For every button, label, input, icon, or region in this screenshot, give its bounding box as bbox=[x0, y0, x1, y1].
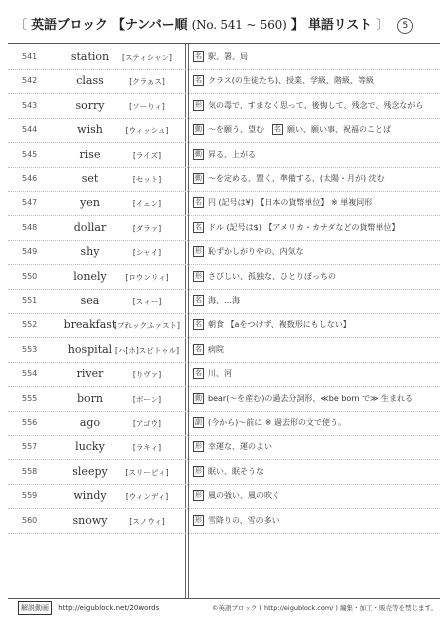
entry-meaning bbox=[193, 441, 272, 452]
table-row bbox=[0, 192, 447, 216]
meaning-text: 病院 bbox=[208, 344, 224, 354]
entry-word: hospital bbox=[67, 342, 113, 356]
part-of-speech-badge: 形 bbox=[195, 515, 202, 524]
entry-number: 553 bbox=[22, 344, 38, 354]
meaning-text: 気の毒で、すまなく思って、後悔して、残念で、残念ながら bbox=[208, 100, 424, 110]
part-of-speech-badge: 形 bbox=[195, 100, 202, 109]
meaning-text: 幸運な、運のよい bbox=[208, 442, 272, 452]
part-of-speech-badge: 名 bbox=[195, 344, 202, 353]
entry-word: class bbox=[76, 74, 104, 88]
entry-pronunciation: [ロウンリィ] bbox=[125, 272, 169, 282]
meaning-text: 願い、願い事、祝福のことば bbox=[287, 125, 391, 135]
entry-number: 558 bbox=[22, 466, 38, 476]
page-title bbox=[14, 14, 434, 36]
title-series: 【ナンバー順 bbox=[112, 18, 188, 33]
table-row bbox=[0, 168, 447, 192]
part-of-speech-badge: 名 bbox=[195, 320, 202, 329]
entry-meaning bbox=[193, 75, 374, 86]
entry-pronunciation: [スリーピィ] bbox=[125, 467, 169, 477]
table-row bbox=[0, 412, 447, 436]
footer-url[interactable]: http://eigublock.net/20words bbox=[58, 604, 160, 612]
entry-number: 542 bbox=[22, 76, 38, 86]
part-of-speech-badge: 副 bbox=[195, 418, 202, 426]
entry-meaning bbox=[193, 222, 399, 233]
entry-pronunciation: [ウィンディ] bbox=[125, 492, 169, 502]
entry-meaning bbox=[193, 417, 346, 428]
title-list: 単語リスト bbox=[308, 18, 372, 33]
entry-pronunciation: [スノウィ] bbox=[129, 516, 165, 526]
entry-pronunciation: [ライズ] bbox=[132, 150, 162, 160]
table-row bbox=[0, 46, 447, 70]
entry-number: 548 bbox=[22, 222, 38, 232]
entry-word: river bbox=[76, 367, 104, 381]
table-row bbox=[0, 339, 447, 363]
meaning-text: ～を定める、置く、準備する、(太陽・月が) 沈む bbox=[208, 174, 385, 183]
table-row bbox=[0, 217, 447, 241]
entry-meaning bbox=[193, 100, 423, 111]
part-of-speech-badge: 名 bbox=[195, 296, 202, 304]
entry-word: windy bbox=[73, 489, 107, 503]
entry-number: 555 bbox=[22, 393, 38, 403]
entry-number: 551 bbox=[22, 296, 38, 305]
entry-number: 547 bbox=[22, 198, 38, 208]
entry-meaning bbox=[193, 173, 385, 184]
part-of-speech-badge: 形 bbox=[195, 247, 202, 256]
entry-number: 556 bbox=[22, 418, 38, 427]
entry-meaning bbox=[193, 124, 391, 135]
table-row bbox=[0, 266, 447, 290]
entry-number: 541 bbox=[22, 52, 38, 61]
top-rule bbox=[8, 43, 440, 44]
entry-word: station bbox=[70, 50, 110, 63]
entry-word: born bbox=[76, 391, 103, 405]
entry-word: breakfast bbox=[63, 318, 117, 332]
entry-word: snowy bbox=[72, 513, 108, 527]
table-row bbox=[0, 388, 447, 412]
part-of-speech-badge: 形 bbox=[195, 466, 202, 475]
entry-pronunciation: [ボーン] bbox=[132, 394, 162, 404]
entry-number: 552 bbox=[22, 320, 38, 330]
table-row bbox=[0, 70, 447, 94]
entry-meaning bbox=[193, 490, 280, 501]
entry-meaning bbox=[193, 368, 232, 379]
part-of-speech-badge: 名 bbox=[195, 369, 202, 378]
table-row bbox=[0, 461, 447, 485]
part-of-speech-badge: 形 bbox=[195, 271, 202, 280]
entry-pronunciation: [ダラァ] bbox=[132, 223, 162, 233]
table-row bbox=[0, 95, 447, 119]
table-row bbox=[0, 436, 447, 460]
title-brand: 英語ブロック bbox=[31, 18, 108, 33]
table-row bbox=[0, 119, 447, 143]
entry-pronunciation: [アゴウ] bbox=[133, 419, 161, 428]
entry-word: sorry bbox=[75, 98, 105, 112]
meaning-text: ドル (記号は$) 【アメリカ・カナダなどの貨幣単位】 bbox=[208, 222, 400, 232]
meaning-text: 朝食 【aをつけず、複数形にもしない】 bbox=[208, 320, 351, 330]
entry-word: set bbox=[81, 172, 99, 185]
meaning-text: 恥ずかしがりやの、内気な bbox=[208, 247, 304, 257]
table-row bbox=[0, 363, 447, 387]
entry-meaning bbox=[193, 344, 224, 355]
entry-number: 557 bbox=[22, 442, 38, 452]
row-separator bbox=[8, 533, 440, 534]
part-of-speech-badge: 名 bbox=[195, 198, 202, 207]
part-of-speech-badge: 動 bbox=[195, 125, 202, 134]
table-row bbox=[0, 485, 447, 509]
entry-word: lucky bbox=[75, 440, 105, 454]
meaning-text: クラス(の生徒たち)、授業、学級、階級、等級 bbox=[208, 76, 375, 86]
title-range: (No. 541 ~ 560) bbox=[191, 18, 287, 32]
entry-meaning bbox=[193, 51, 248, 62]
entry-number: 554 bbox=[22, 369, 38, 379]
meaning-text: さびしい、孤独な、ひとりぼっちの bbox=[208, 271, 336, 281]
meaning-text: 駅、署、局 bbox=[208, 52, 248, 61]
table-row bbox=[0, 144, 447, 168]
entry-word: rise bbox=[79, 147, 101, 161]
entry-meaning bbox=[193, 197, 372, 208]
entry-meaning bbox=[193, 466, 264, 477]
entry-meaning bbox=[193, 149, 256, 160]
entry-pronunciation: [スティシャン] bbox=[122, 53, 172, 62]
entry-pronunciation: [シャイ] bbox=[132, 248, 162, 258]
entry-pronunciation: [クラぁス] bbox=[129, 77, 165, 87]
entry-word: dollar bbox=[73, 220, 107, 234]
meaning-text: 海、…海 bbox=[208, 296, 240, 305]
entry-pronunciation: [ラキィ] bbox=[132, 443, 162, 453]
title-open-bracket: 〔 bbox=[14, 18, 27, 33]
meaning-text: 雪降りの、雪の多い bbox=[208, 515, 280, 525]
part-of-speech-badge: 名 bbox=[195, 52, 202, 60]
entry-pronunciation: [りヴァ] bbox=[132, 370, 162, 380]
meaning-text: 円 (記号は¥) 【日本の貨幣単位】 ※ 単複同形 bbox=[208, 198, 373, 208]
entry-word: shy bbox=[80, 245, 100, 259]
entry-number: 560 bbox=[22, 515, 38, 525]
entry-meaning bbox=[193, 515, 280, 526]
part-of-speech-badge: 形 bbox=[195, 442, 202, 451]
part-of-speech-badge: 動 bbox=[195, 393, 202, 402]
part-of-speech-badge: 動 bbox=[195, 149, 202, 158]
entry-pronunciation: [スィー] bbox=[132, 297, 162, 306]
part-of-speech-badge: 形 bbox=[195, 491, 202, 500]
table-row bbox=[0, 290, 447, 314]
copyright-notice: ©英語ブロック ( http://eigublock.com/ ) 編集・加工・販売等を禁じます。 bbox=[211, 604, 437, 612]
entry-pronunciation: [ハ[ホ]スピトゥル] bbox=[114, 345, 180, 355]
entry-number: 549 bbox=[22, 247, 38, 257]
title-series-close: 】 bbox=[290, 18, 304, 33]
entry-number: 559 bbox=[22, 491, 38, 501]
table-row bbox=[0, 314, 447, 338]
entry-pronunciation: [ソーりィ] bbox=[129, 101, 165, 111]
entry-word: sleepy bbox=[72, 464, 108, 478]
entry-meaning bbox=[193, 295, 240, 306]
entry-word: sea bbox=[80, 294, 100, 307]
page-number-badge: 5 bbox=[397, 18, 413, 34]
footer-link[interactable] bbox=[18, 601, 159, 615]
entry-number: 550 bbox=[22, 271, 38, 281]
entry-pronunciation: [セット] bbox=[132, 175, 162, 184]
meaning-text: 川、河 bbox=[208, 369, 232, 379]
video-badge: 解説動画 bbox=[18, 601, 52, 615]
entry-word: yen bbox=[80, 196, 100, 210]
bottom-rule bbox=[8, 598, 440, 599]
table-row bbox=[0, 241, 447, 265]
meaning-text: ～を願う、望む bbox=[208, 125, 264, 135]
entry-word: wish bbox=[77, 123, 103, 137]
meaning-text: bear(～を産む)の過去分詞形、≪be born で≫ 生まれる bbox=[208, 393, 414, 403]
title-close-bracket: 〕 bbox=[376, 18, 389, 33]
entry-word: ago bbox=[79, 416, 101, 429]
entry-pronunciation: [ウィッシュ] bbox=[125, 126, 169, 136]
meaning-text: (今から)～前に ※ 過去形の文で使う。 bbox=[208, 418, 347, 427]
entry-meaning bbox=[193, 319, 351, 330]
meaning-text: 風の強い、風の吹く bbox=[208, 491, 280, 501]
part-of-speech-badge: 動 bbox=[195, 174, 202, 182]
meaning-text: 昇る、上がる bbox=[208, 149, 256, 159]
entry-number: 544 bbox=[22, 125, 38, 135]
meaning-text: 眠い、眠そうな bbox=[208, 466, 264, 476]
entry-number: 543 bbox=[22, 100, 38, 110]
table-row bbox=[0, 510, 447, 534]
part-of-speech-badge: 名 bbox=[195, 76, 202, 85]
entry-number: 545 bbox=[22, 149, 38, 159]
entry-meaning bbox=[193, 246, 304, 257]
part-of-speech-badge: 名 bbox=[195, 222, 202, 231]
entry-number: 546 bbox=[22, 174, 38, 183]
entry-pronunciation: [イェン] bbox=[132, 199, 162, 209]
entry-word: lonely bbox=[73, 269, 107, 283]
entry-meaning bbox=[193, 271, 336, 282]
part-of-speech-badge: 名 bbox=[274, 125, 281, 134]
entry-pronunciation: [ブれックふァスト] bbox=[114, 321, 180, 331]
entry-meaning bbox=[193, 393, 413, 404]
